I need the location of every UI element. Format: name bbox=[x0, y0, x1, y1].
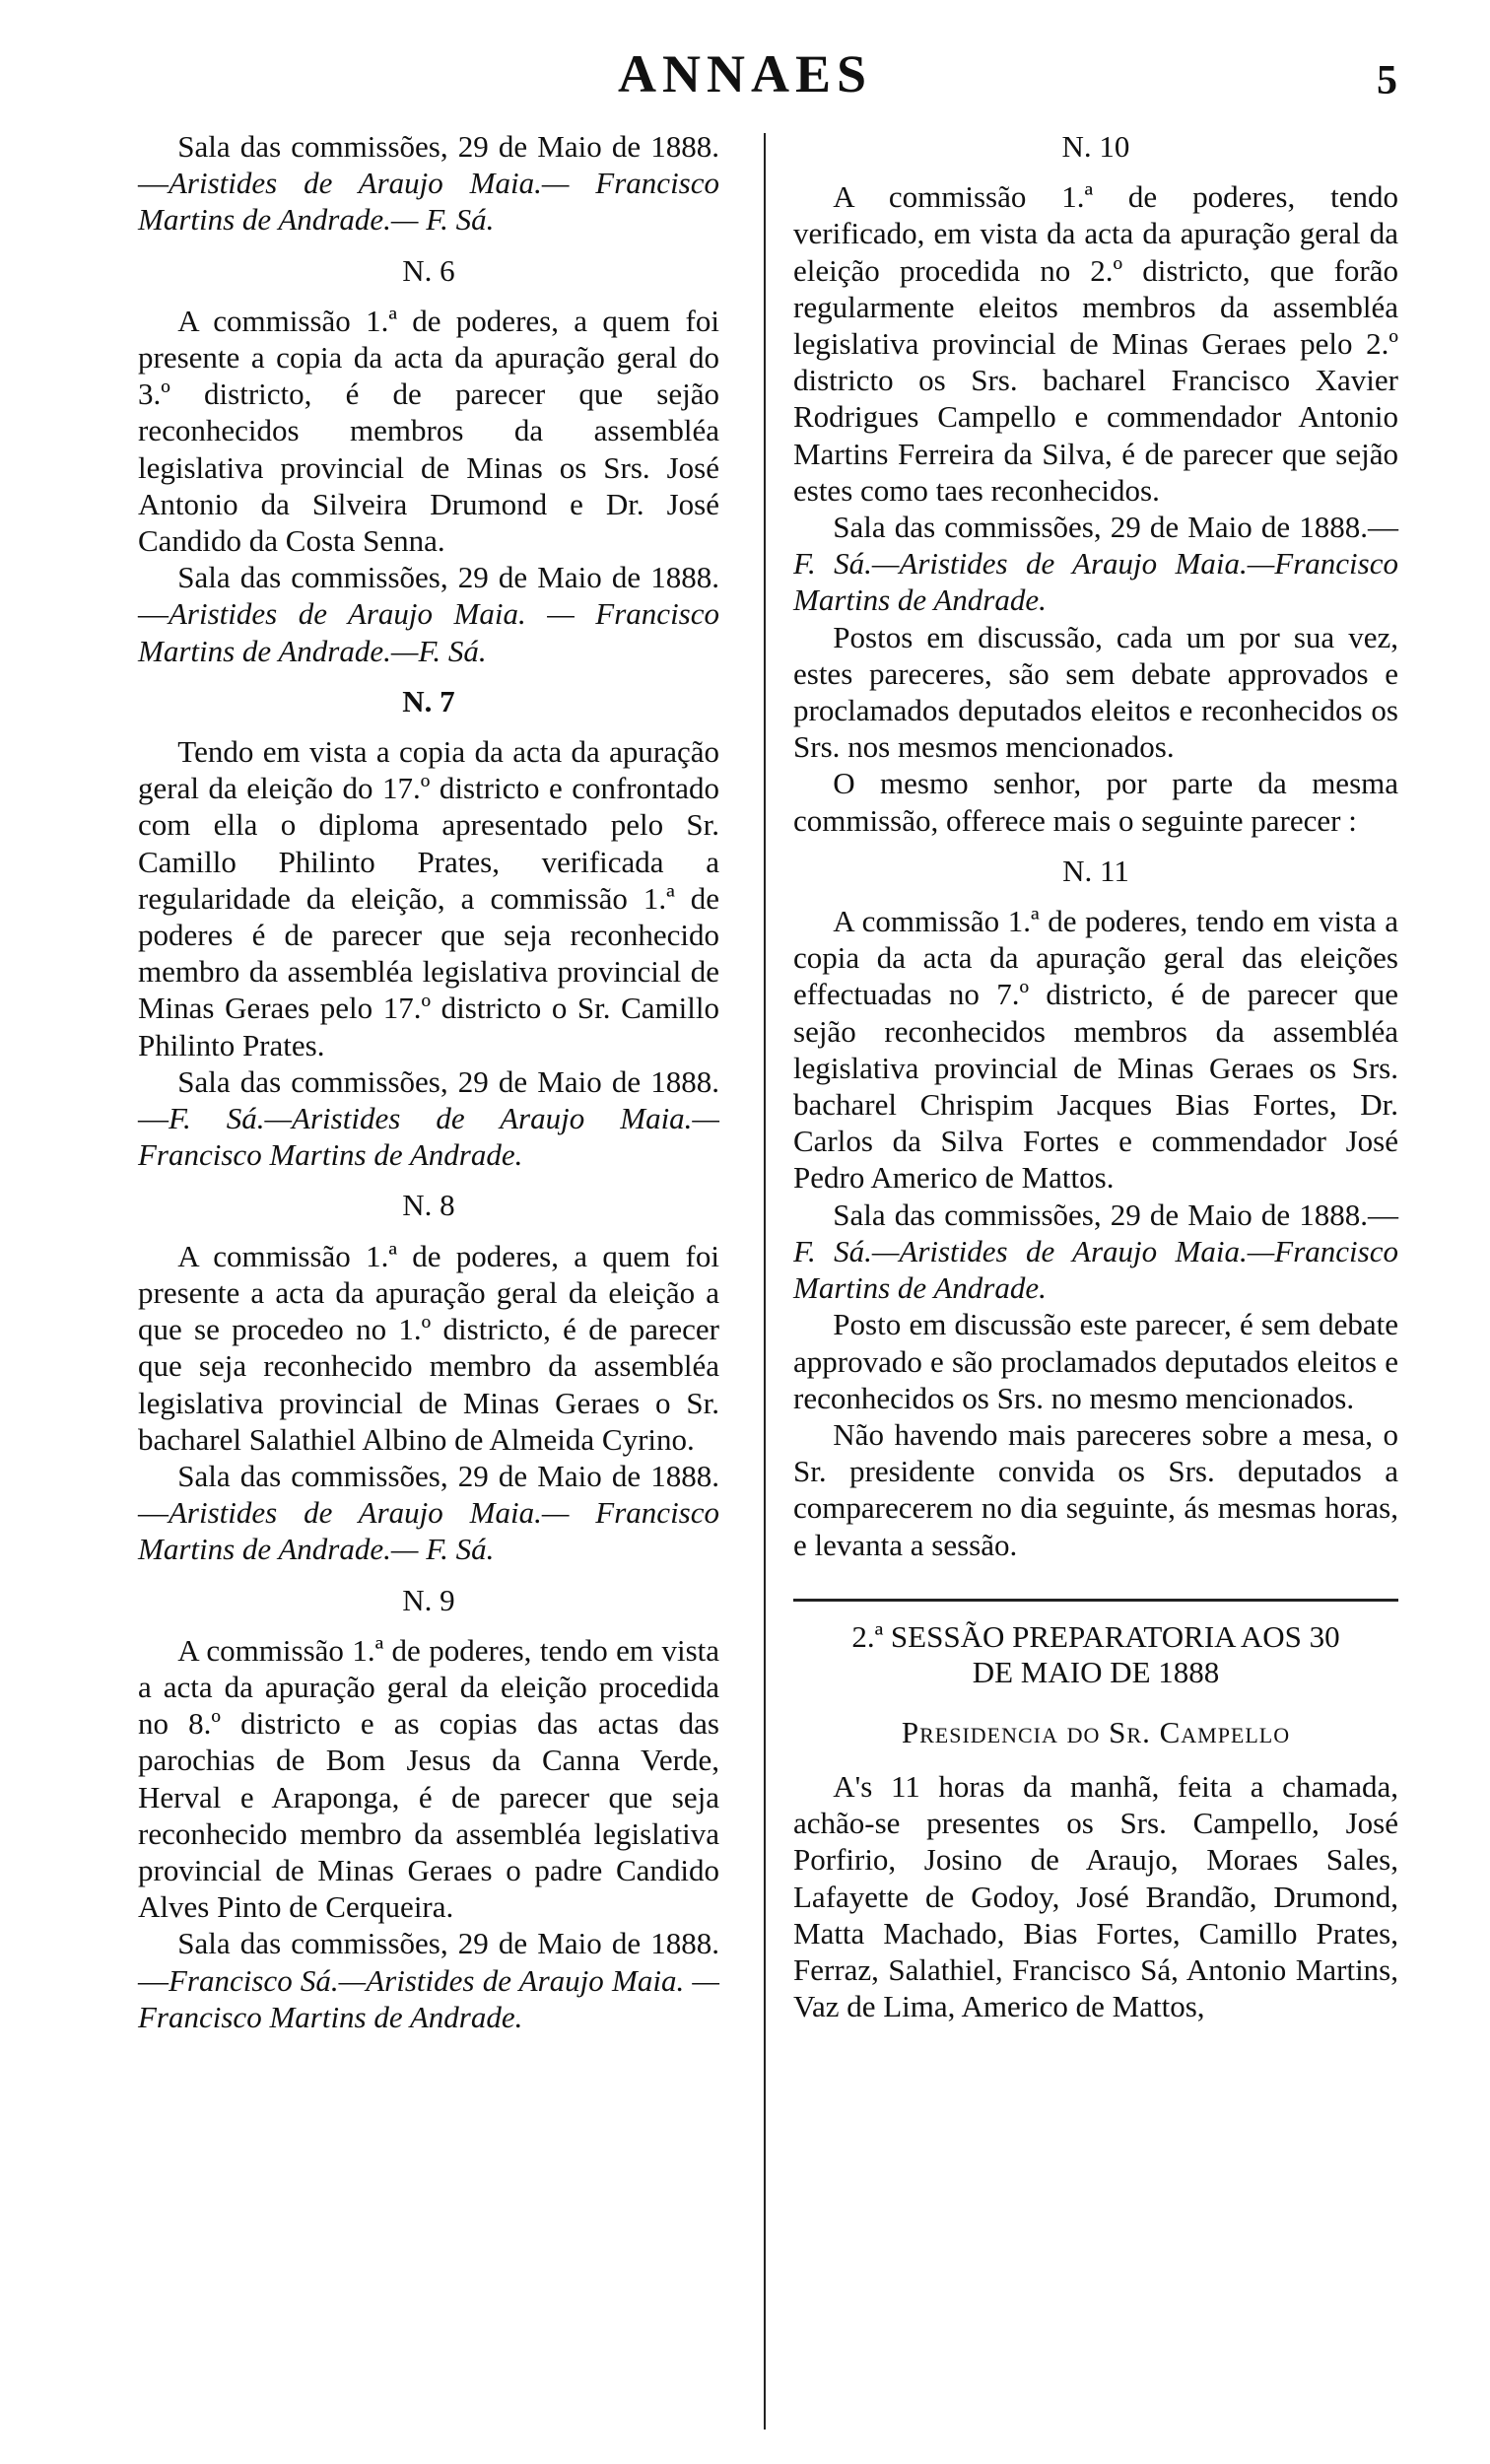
signature-date: Sala das commissões, 29 de Maio de 1888.— bbox=[138, 1926, 719, 1998]
signature-paragraph bbox=[793, 509, 1398, 619]
report-number-6: N. 6 bbox=[402, 252, 455, 288]
signature-date: Sala das commissões, 29 de Maio de 1888.— bbox=[833, 510, 1398, 545]
report-text-11: A commissão 1.ª de poderes, tendo em vista a copia da acta da apuração geral das eleições effectuadas no 7.º districto, é de parecer que sejão reconhecidos membros da assembléa legislativa provincial de Minas Geraes os Srs. bacharel Chrispim Jacques Bias Fortes, Dr. Carlos da Silva Fortes e commendador José Pedro Americo de Mattos. bbox=[793, 904, 1398, 1196]
page-number: 5 bbox=[1377, 58, 1397, 103]
signature-paragraph bbox=[138, 1925, 719, 2035]
report-text-10: A commissão 1.ª de poderes, tendo verificado, em vista da acta da apuração geral da eleição procedida no 2.º districto, que forão regularmente eleitos membros da assembléa legislativa provincial de Minas Geraes pelo 2.º districto os Srs. bacharel Francisco Xavier Rodrigues Campello e commendador Antonio Martins Ferreira da Silva, é de parecer que sejão estes como taes reconhecidos. bbox=[793, 179, 1398, 508]
roll-call-paragraph: A's 11 horas da manhã, feita a chamada, achão-se presentes os Srs. Campello, José Porfirio, Josino de Araujo, Moraes Sales, Lafayette de Godoy, José Brandão, Drumond, Matta Machado, Bias Fortes, Camillo Prates, Ferraz, Salathiel, Francisco Sá, Antonio Martins, Vaz de Lima, Americo de Mattos, bbox=[793, 1768, 1398, 2024]
session-heading-line2: DE MAIO DE 1888 bbox=[972, 1654, 1220, 1689]
signature-names: F. Sá.—Aristides de Araujo Maia.—Francisco Martins de Andrade. bbox=[793, 546, 1398, 618]
signature-names: Aristides de Araujo Maia.— Francisco Martins de Andrade.— F. Sá. bbox=[138, 166, 719, 238]
column-divider bbox=[764, 133, 766, 2430]
signature-names: F. Sá.—Aristides de Araujo Maia.—Francisco Martins de Andrade. bbox=[793, 1233, 1398, 1306]
report-number-10: N. 10 bbox=[1061, 129, 1130, 164]
signature-paragraph bbox=[138, 1458, 719, 1568]
signature-paragraph bbox=[138, 128, 719, 239]
session-heading-line1: 2.ª SESSÃO PREPARATORIA AOS 30 bbox=[851, 1618, 1340, 1654]
report-number-11: N. 11 bbox=[1062, 853, 1129, 888]
signature-paragraph bbox=[793, 1197, 1398, 1307]
signature-date: Sala das commissões, 29 de Maio de 1888.— bbox=[833, 1197, 1398, 1232]
signature-paragraph bbox=[138, 559, 719, 669]
signature-date: Sala das commissões, 29 de Maio de 1888.— bbox=[138, 129, 719, 201]
signature-names: F. Sá.—Aristides de Araujo Maia.—Francisco Martins de Andrade. bbox=[138, 1101, 719, 1173]
left-column bbox=[138, 128, 719, 2035]
discussion-paragraph: Postos em discussão, cada um por sua vez, estes pareceres, são sem debate approvados e proclamados deputados eleitos e reconhecidos os Srs. nos mesmos mencionados. bbox=[793, 619, 1398, 765]
report-text-6: A commissão 1.ª de poderes, a quem foi presente a copia da acta da apuração geral do 3.º districto, é de parecer que sejão reconhecidos membros da assembléa legislativa provincial de Minas os Srs. José Antonio da Silveira Drumond e Dr. José Candido da Costa Senna. bbox=[138, 303, 719, 559]
signature-date: Sala das commissões, 29 de Maio de 1888.— bbox=[138, 1063, 719, 1136]
report-number-9: N. 9 bbox=[402, 1582, 455, 1617]
offer-paragraph: O mesmo senhor, por parte da mesma commissão, offerece mais o seguinte parecer : bbox=[793, 766, 1398, 838]
report-text-9: A commissão 1.ª de poderes, tendo em vista a acta da apuração geral da eleição procedida no 8.º districto e as copias das actas das parochias de Bom Jesus da Canna Verde, Herval e Araponga, é de parecer que seja reconhecido membro da assembléa legislativa provincial de Minas Geraes o padre Candido Alves Pinto de Cerqueira. bbox=[138, 1632, 719, 1925]
report-number-7: N. 7 bbox=[402, 683, 455, 719]
signature-date: Sala das commissões, 29 de Maio de 1888.— bbox=[138, 1458, 719, 1531]
report-text-7: Tendo em vista a copia da acta da apuração geral da eleição do 17.º districto e confrontado com ella o diploma apresentado pelo Sr. Camillo Philinto Prates, verificada a regularidade da eleição, a commissão 1.ª de poderes é de parecer que seja reconhecido membro da assembléa legislativa provincial de Minas Geraes pelo 17.º districto o Sr. Camillo Philinto Prates. bbox=[138, 734, 719, 1062]
signature-paragraph bbox=[138, 1063, 719, 1174]
report-text-8: A commissão 1.ª de poderes, a quem foi presente a acta da apuração geral da eleição a que se procedeo no 1.º districto, é de parecer que seja reconhecido membro da assembléa legislativa provincial de Minas Geraes o Sr. bacharel Salathiel Albino de Almeida Cyrino. bbox=[138, 1238, 719, 1457]
report-number-8: N. 8 bbox=[402, 1188, 455, 1223]
right-column bbox=[793, 128, 1398, 2024]
signature-names: Aristides de Araujo Maia. — Francisco Martins de Andrade.—F. Sá. bbox=[138, 596, 719, 668]
closing-paragraph: Não havendo mais pareceres sobre a mesa, o Sr. presidente convida os Srs. deputados a comparecerem no dia seguinte, ás mesmas horas, e levanta a sessão. bbox=[793, 1416, 1398, 1562]
signature-names: Francisco Sá.—Aristides de Araujo Maia. — Francisco Martins de Andrade. bbox=[138, 1962, 719, 2034]
signature-names: Aristides de Araujo Maia.— Francisco Martins de Andrade.— F. Sá. bbox=[138, 1495, 719, 1567]
signature-date: Sala das commissões, 29 de Maio de 1888. — bbox=[138, 560, 719, 632]
session-heading bbox=[793, 1599, 1398, 1690]
presidency-line: Presidencia do Sr. Campello bbox=[901, 1714, 1291, 1749]
approval-paragraph: Posto em discussão este parecer, é sem debate approvado e são proclamados deputados eleitos e reconhecidos os Srs. no mesmo mencionados. bbox=[793, 1307, 1398, 1415]
page-header-title: ANNAES bbox=[617, 44, 873, 103]
